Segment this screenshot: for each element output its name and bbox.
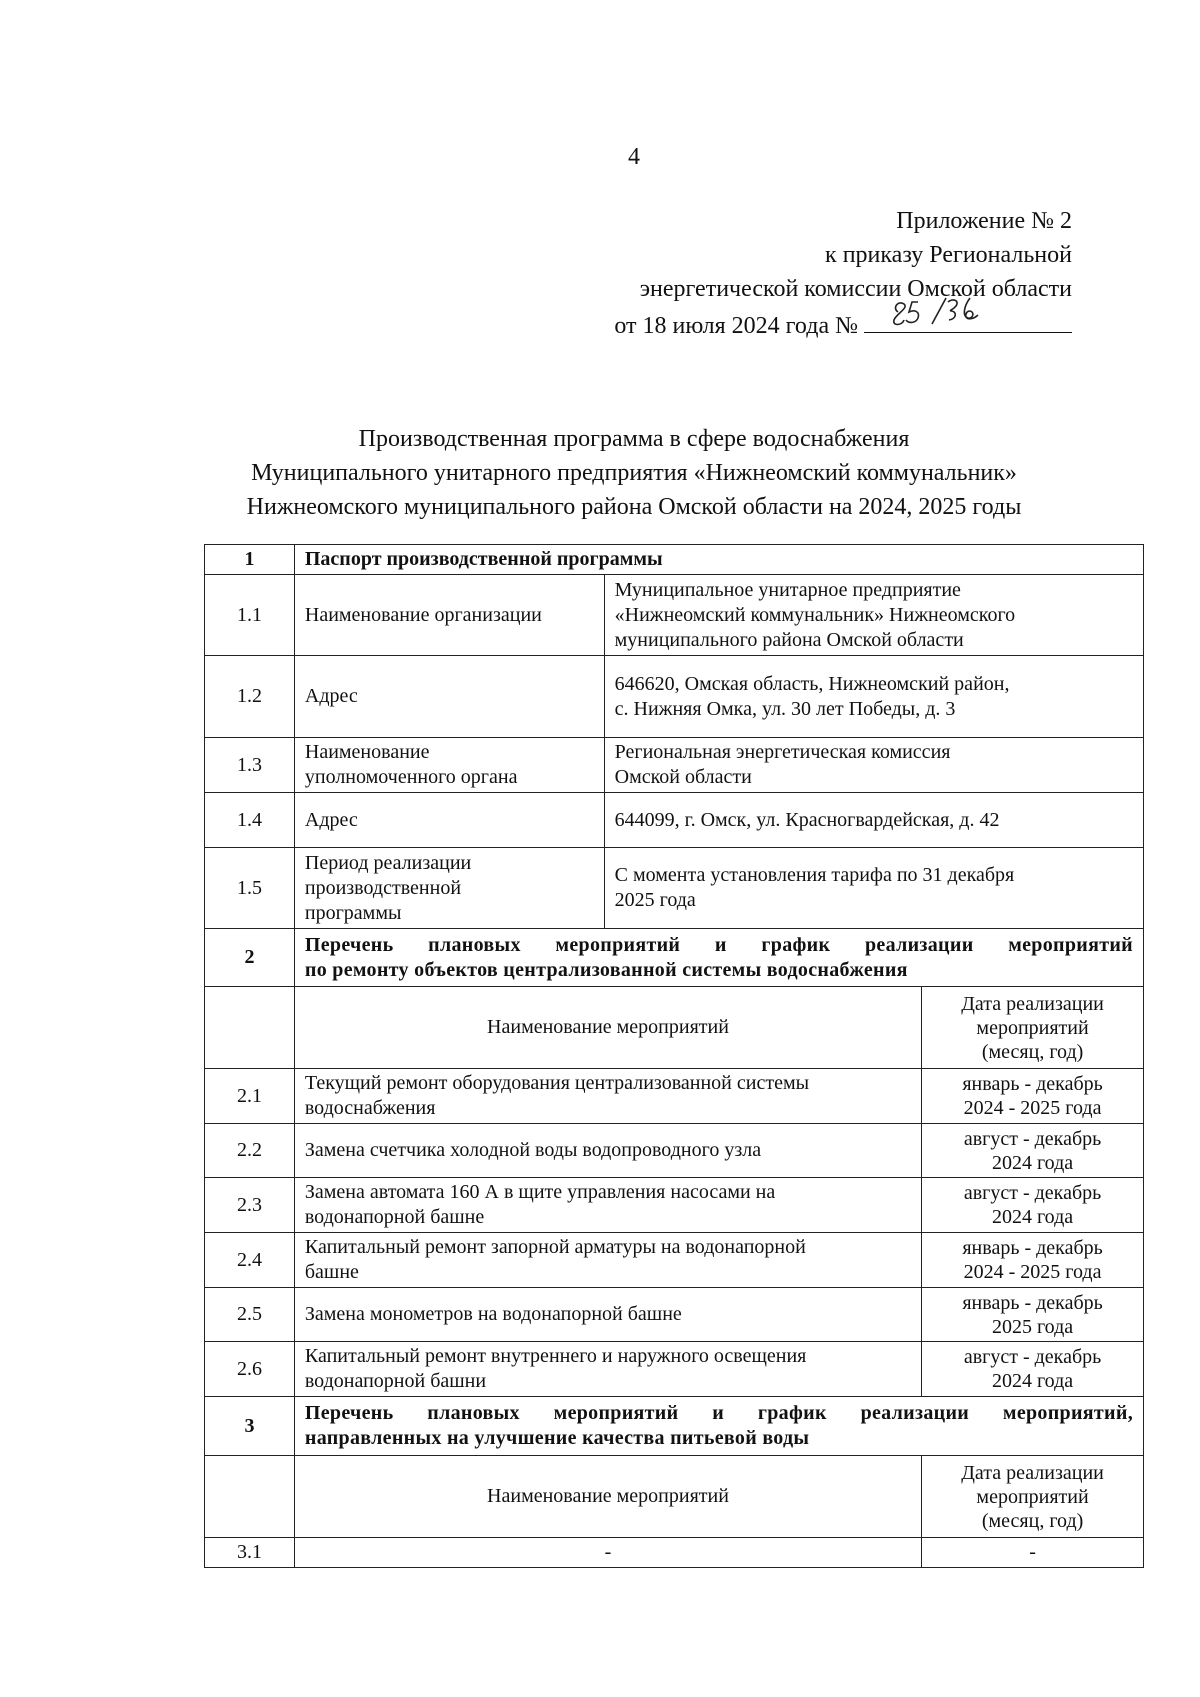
table-row [205,848,1144,929]
label-line: уполномоченного органа [304,766,518,788]
date-line: 2024 года [991,1370,1074,1392]
name-line: водоснабжения [304,1097,436,1119]
date-line: 2024 - 2025 года [963,1097,1102,1119]
header-line: (месяц, год) [981,1040,1084,1063]
name-line: водонапорной башне [304,1206,485,1228]
heading-line: по ремонту объектов централизованной системы водоснабжения [304,958,908,981]
table-row [205,1069,1144,1124]
handwritten-order-number [884,292,994,332]
header-line: Дата реализации [961,1461,1104,1484]
activity-date [922,1069,1144,1124]
row-number: 2.4 [205,1233,295,1288]
activity-name [294,1124,921,1178]
date-line: август - декабрь [963,1182,1102,1204]
row-label: Адрес [294,793,604,848]
row-number: 2.1 [205,1069,295,1124]
row-value [604,848,1143,929]
column-header-date [922,1456,1144,1538]
order-number-field [864,306,1072,333]
program-title [68,422,1200,524]
activity-date [922,1178,1144,1233]
date-line: 2024 - 2025 года [963,1261,1102,1283]
table-row [205,1538,1144,1568]
value-line: с. Нижняя Омка, ул. 30 лет Победы, д. 3 [614,697,956,720]
name-line: водонапорной башни [304,1370,487,1392]
header-line: мероприятий [976,1485,1089,1508]
name-line: Текущий ремонт оборудования централизованной системы [304,1072,810,1094]
date-line: январь - декабрь [962,1073,1103,1095]
section-2-column-headers [205,987,1144,1069]
title-line-3: Нижнеомского муниципального района Омской области на 2024, 2025 годы [246,494,1022,520]
name-line: Капитальный ремонт внутреннего и наружного освещения [304,1345,807,1367]
activity-name [294,1342,921,1397]
row-value [604,575,1143,656]
activity-date [922,1342,1144,1397]
header-line: мероприятий [976,1016,1089,1039]
row-label: Наименование организации [294,575,604,656]
section-3-heading [294,1397,1143,1456]
value-line: Омской области [614,766,752,788]
name-line: Капитальный ремонт запорной арматуры на водонапорной [304,1236,806,1258]
header-line: (месяц, год) [981,1509,1084,1532]
row-label [294,848,604,929]
name-line: Замена автомата 160 А в щите управления насосами на [304,1181,776,1203]
row-value [604,793,1143,848]
row-number: 2.5 [205,1288,295,1342]
row-number: 3.1 [205,1538,295,1568]
value-line: С момента установления тарифа по 31 декабря [614,864,1015,886]
row-number: 2.6 [205,1342,295,1397]
column-header-name: Наименование мероприятий [294,1456,921,1538]
table-row [205,1233,1144,1288]
label-line: Наименование [304,741,430,763]
table-row [205,1342,1144,1397]
name-line: башне [304,1261,359,1283]
date-line: август - декабрь [963,1127,1102,1150]
label-line: программы [304,901,402,924]
column-header-date [922,987,1144,1069]
value-line: 644099, г. Омск, ул. Красногвардейская, д. 42 [614,808,1000,831]
table-row [205,1288,1144,1342]
activity-name [294,1288,921,1342]
appendix-line-2: к приказу Региональной [825,242,1072,268]
heading-line: Перечень плановых мероприятий и график реализации мероприятий, [304,1402,1133,1424]
page-number: 4 [628,144,640,170]
appendix-header [614,204,1072,343]
section-1-number: 1 [205,545,295,575]
activity-name: - [294,1538,921,1568]
row-value [604,738,1143,793]
heading-line: направленных на улучшение качества питьевой воды [304,1427,810,1449]
table-row [205,656,1144,738]
section-2-number: 2 [205,929,295,987]
value-line: муниципального района Омской области [614,628,964,651]
empty-cell [205,987,295,1069]
appendix-line-1: Приложение № 2 [896,208,1072,234]
table-row [205,1124,1144,1178]
title-line-1: Производственная программа в сфере водоснабжения [358,426,910,452]
column-header-name: Наименование мероприятий [294,987,921,1069]
appendix-line-4 [614,306,1072,343]
title-line-2: Муниципального унитарного предприятия «Нижнеомский коммунальник» [251,460,1017,486]
date-line: август - декабрь [963,1346,1102,1368]
name-line: Замена счетчика холодной воды водопроводного узла [304,1139,762,1161]
row-number: 2.3 [205,1178,295,1233]
table-row [205,793,1144,848]
activity-name [294,1233,921,1288]
row-number: 1.4 [205,793,295,848]
row-number: 1.5 [205,848,295,929]
date-line: 2025 года [991,1315,1074,1338]
row-number: 1.2 [205,656,295,738]
label-line: Период реализации [304,851,472,874]
activity-date [922,1288,1144,1342]
row-number: 1.3 [205,738,295,793]
section-1-header [205,545,1144,575]
section-2-heading [294,929,1143,987]
table-row [205,1178,1144,1233]
row-label [294,738,604,793]
date-line: 2024 года [991,1151,1074,1174]
date-line: 2024 года [991,1206,1074,1228]
value-line: Муниципальное унитарное предприятие [614,578,961,601]
row-value [604,656,1143,738]
section-2-header [205,929,1144,987]
activity-date [922,1124,1144,1178]
activity-date: - [922,1538,1144,1568]
value-line: «Нижнеомский коммунальник» Нижнеомского [614,603,1016,626]
row-number: 2.2 [205,1124,295,1178]
section-3-header [205,1397,1144,1456]
program-table [204,544,1144,1568]
value-line: Региональная энергетическая комиссия [614,741,951,763]
row-number: 1.1 [205,575,295,656]
activity-name [294,1178,921,1233]
row-label: Адрес [294,656,604,738]
activity-name [294,1069,921,1124]
section-3-column-headers [205,1456,1144,1538]
activity-date [922,1233,1144,1288]
section-3-number: 3 [205,1397,295,1456]
value-line: 646620, Омская область, Нижнеомский район, [614,672,1010,695]
empty-cell [205,1456,295,1538]
heading-line: Перечень плановых мероприятий и график реализации мероприятий [304,933,1133,956]
date-line: январь - декабрь [962,1291,1103,1314]
date-line: январь - декабрь [962,1237,1103,1259]
appendix-line-3: энергетической комиссии Омской области [639,276,1072,302]
name-line: Замена монометров на водонапорной башне [304,1303,682,1325]
table-row [205,738,1144,793]
section-1-heading: Паспорт производственной программы [294,545,1143,575]
header-line: Дата реализации [961,992,1104,1015]
order-date: от 18 июля 2024 года № [614,313,858,339]
label-line: производственной [304,876,462,899]
table-row [205,575,1144,656]
value-line: 2025 года [614,889,696,911]
